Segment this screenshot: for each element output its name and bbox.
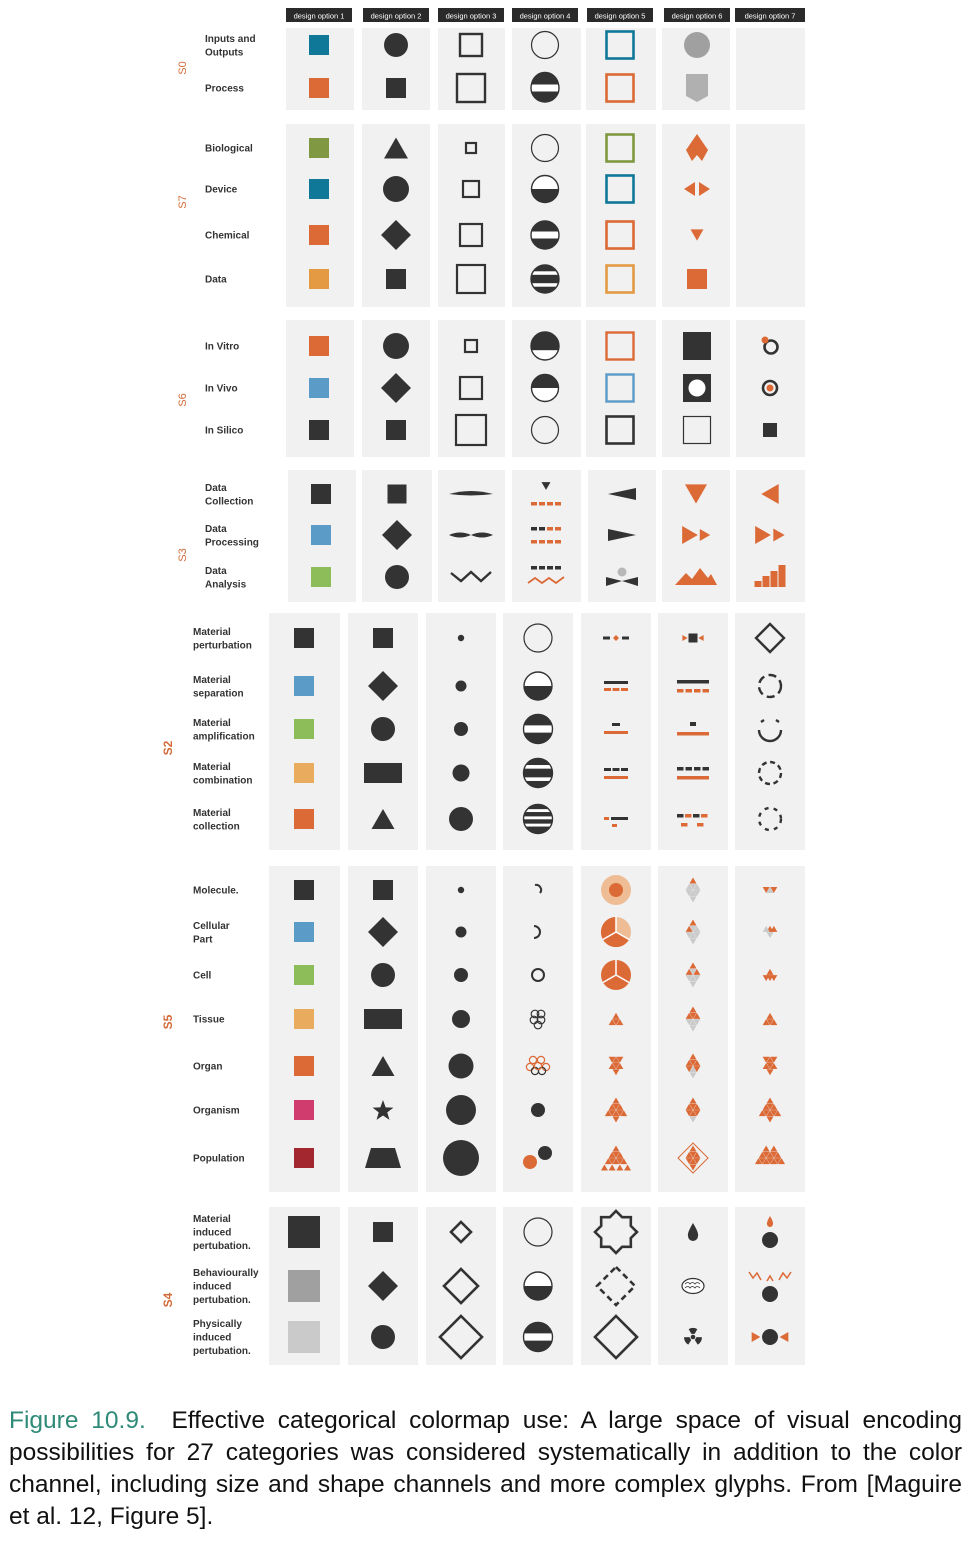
dash-tile bbox=[604, 731, 628, 734]
dash-tile bbox=[681, 823, 688, 827]
category-label-line: pertubation. bbox=[193, 1346, 251, 1357]
category-label bbox=[193, 921, 230, 946]
category-label bbox=[193, 675, 244, 700]
dash-tile bbox=[613, 768, 620, 771]
dash-tile bbox=[547, 502, 553, 506]
dash-tile bbox=[531, 566, 537, 570]
dash-tile bbox=[686, 689, 693, 693]
dash-tile bbox=[703, 689, 710, 693]
dash-tile bbox=[612, 723, 620, 726]
square-glyph bbox=[373, 1222, 393, 1242]
circle-glyph bbox=[383, 176, 409, 202]
dash-tile bbox=[677, 732, 709, 736]
dash-tile bbox=[531, 540, 537, 544]
dash-tile bbox=[555, 540, 561, 544]
category-label bbox=[205, 34, 256, 59]
category-label-line: Data bbox=[205, 523, 227, 535]
square-glyph bbox=[309, 269, 329, 289]
bar-tile bbox=[771, 571, 778, 587]
category-label bbox=[193, 1214, 251, 1252]
circle-glyph bbox=[371, 963, 395, 987]
dash-tile bbox=[603, 637, 610, 640]
circle-glyph bbox=[767, 385, 774, 392]
category-label bbox=[205, 275, 227, 286]
category-label-line: Cellular bbox=[193, 920, 230, 932]
square-glyph bbox=[294, 719, 314, 739]
category-label bbox=[193, 718, 255, 743]
banded-circle-glyph bbox=[531, 74, 559, 102]
category-label-line: amplification bbox=[193, 731, 255, 743]
category-label-line: Material bbox=[193, 717, 231, 729]
category-label-line: Material bbox=[193, 674, 231, 686]
dash-tile bbox=[677, 680, 709, 684]
category-label-line: In Silico bbox=[205, 425, 244, 437]
section-s5 bbox=[161, 866, 805, 1192]
category-label bbox=[193, 886, 239, 897]
circle-glyph bbox=[609, 883, 623, 897]
category-label-line: perturbation bbox=[193, 640, 252, 652]
category-label-line: Data bbox=[205, 274, 227, 286]
category-label-line: Material bbox=[193, 761, 231, 773]
square-glyph bbox=[294, 922, 314, 942]
design-option-6-label: design option 6 bbox=[671, 11, 723, 21]
category-label-line: pertubation. bbox=[193, 1241, 251, 1252]
design-panel bbox=[736, 28, 805, 110]
dash-tile bbox=[604, 768, 611, 771]
category-label bbox=[205, 342, 239, 353]
design-panel bbox=[438, 28, 505, 110]
category-label-line: Tissue bbox=[193, 1014, 225, 1026]
category-label-line: collection bbox=[193, 821, 240, 833]
category-label bbox=[193, 762, 252, 787]
category-label bbox=[205, 426, 243, 437]
rectangle-glyph bbox=[364, 763, 402, 783]
dash-tile bbox=[547, 566, 553, 570]
circle-glyph bbox=[454, 722, 468, 736]
circle-glyph bbox=[452, 1010, 470, 1028]
design-panel bbox=[426, 1207, 496, 1365]
dash-tile bbox=[531, 502, 537, 506]
square-glyph bbox=[309, 420, 329, 440]
square-glyph bbox=[309, 78, 329, 98]
section-label: S3 bbox=[177, 548, 189, 562]
square-glyph bbox=[309, 225, 329, 245]
section-s2 bbox=[161, 613, 805, 850]
dash-tile bbox=[677, 814, 684, 818]
category-label bbox=[193, 808, 240, 833]
design-panel bbox=[735, 866, 805, 1192]
trapezoid-glyph bbox=[365, 1148, 401, 1168]
circle-glyph bbox=[454, 968, 468, 982]
category-label-line: Device bbox=[205, 184, 238, 196]
dash-tile bbox=[697, 823, 704, 827]
circle-glyph bbox=[384, 33, 408, 57]
section-s4 bbox=[161, 1207, 805, 1365]
section-s0 bbox=[177, 28, 805, 110]
dash-tile bbox=[686, 767, 693, 771]
circle-glyph bbox=[689, 380, 706, 397]
square-glyph bbox=[687, 269, 707, 289]
category-label-line: Chemical bbox=[205, 230, 250, 242]
dash-tile bbox=[694, 767, 701, 771]
brain-glyph bbox=[682, 1279, 704, 1294]
dash-tile bbox=[547, 540, 553, 544]
circle-glyph bbox=[618, 568, 627, 577]
section-label: S6 bbox=[177, 393, 189, 407]
category-label bbox=[193, 1319, 251, 1357]
banded-circle-glyph bbox=[531, 332, 559, 360]
circle-glyph bbox=[453, 765, 470, 782]
category-label-line: Biological bbox=[205, 143, 253, 155]
category-label-line: separation bbox=[193, 688, 244, 700]
circle-glyph bbox=[449, 1054, 474, 1079]
design-option-7-label: design option 7 bbox=[744, 11, 796, 21]
square-glyph bbox=[294, 763, 314, 783]
category-label-line: Material bbox=[193, 626, 231, 638]
rectangle-glyph bbox=[364, 1009, 402, 1029]
circle-glyph bbox=[383, 333, 409, 359]
banded-circle-glyph bbox=[531, 265, 559, 293]
dash-tile bbox=[555, 502, 561, 506]
category-label bbox=[205, 185, 238, 196]
category-label-line: induced bbox=[193, 1332, 232, 1344]
square-glyph bbox=[288, 1216, 320, 1248]
dash-tile bbox=[539, 540, 545, 544]
circle-glyph bbox=[762, 1329, 778, 1345]
dash-tile bbox=[539, 502, 545, 506]
category-label bbox=[205, 483, 253, 508]
design-panel bbox=[581, 866, 651, 1192]
circle-glyph bbox=[449, 807, 473, 831]
category-label-line: Process bbox=[205, 83, 244, 95]
square-glyph bbox=[309, 336, 329, 356]
square-glyph bbox=[386, 420, 406, 440]
dash-tile bbox=[621, 688, 628, 691]
circle-glyph bbox=[538, 1146, 552, 1160]
design-option-4-label: design option 4 bbox=[519, 11, 571, 21]
circle-glyph bbox=[762, 337, 769, 344]
category-label bbox=[205, 524, 259, 549]
dash-tile bbox=[555, 527, 561, 531]
category-label-line: Organ bbox=[193, 1061, 223, 1073]
dash-tile bbox=[677, 767, 684, 771]
category-label-line: induced bbox=[193, 1281, 232, 1293]
circle-glyph bbox=[371, 1325, 395, 1349]
banded-circle-glyph bbox=[524, 715, 553, 744]
square-glyph bbox=[288, 1270, 320, 1302]
category-label-line: combination bbox=[193, 775, 253, 787]
square-glyph bbox=[311, 525, 331, 545]
square-glyph bbox=[294, 809, 314, 829]
design-panel bbox=[438, 470, 505, 602]
square-glyph bbox=[373, 628, 393, 648]
circle-glyph bbox=[762, 1232, 778, 1248]
square-glyph bbox=[309, 138, 329, 158]
circle-glyph bbox=[446, 1095, 476, 1125]
square-glyph bbox=[309, 179, 329, 199]
circle-glyph bbox=[456, 681, 467, 692]
circle-glyph bbox=[456, 927, 467, 938]
circle-glyph bbox=[523, 1155, 537, 1169]
caption-text: Effective categorical colormap use: A large space of visual encoding possibilities for 27 categories was considered systematically in addition to the color channel, including size and shape channels and more complex glyphs. From [Maguire et al. 12, Figure 5]. bbox=[9, 1407, 963, 1530]
design-option-1-label: design option 1 bbox=[293, 11, 345, 21]
category-label-line: In Vitro bbox=[205, 341, 240, 353]
bar-tile bbox=[779, 565, 786, 587]
category-label-line: Data bbox=[205, 482, 227, 494]
design-option-3-label: design option 3 bbox=[445, 11, 497, 21]
category-label bbox=[205, 84, 244, 95]
dash-tile bbox=[547, 527, 553, 531]
dash-tile bbox=[677, 776, 709, 780]
circle-glyph bbox=[371, 717, 395, 741]
square-glyph bbox=[288, 1321, 320, 1353]
dash-tile bbox=[621, 768, 628, 771]
category-label bbox=[205, 384, 238, 395]
dash-tile bbox=[685, 814, 692, 818]
circle-glyph bbox=[443, 1140, 479, 1176]
banded-circle-glyph bbox=[524, 1272, 552, 1300]
dash-tile bbox=[539, 566, 545, 570]
square-glyph bbox=[294, 1100, 314, 1120]
category-label-line: Material bbox=[193, 1214, 231, 1225]
category-label bbox=[205, 566, 247, 591]
dash-tile bbox=[604, 817, 609, 820]
category-label-line: pertubation. bbox=[193, 1295, 251, 1306]
square-glyph bbox=[689, 634, 698, 643]
section-label: S2 bbox=[161, 740, 175, 756]
design-panel bbox=[586, 28, 656, 110]
category-label bbox=[193, 1015, 225, 1026]
square-glyph bbox=[294, 676, 314, 696]
design-panel bbox=[438, 124, 505, 307]
category-label-line: Population bbox=[193, 1153, 245, 1165]
square-glyph bbox=[294, 1148, 314, 1168]
square-glyph bbox=[294, 628, 314, 648]
square-glyph bbox=[309, 35, 329, 55]
figure-caption bbox=[9, 1405, 962, 1533]
category-label-line: Collection bbox=[205, 496, 254, 508]
square-glyph bbox=[311, 567, 331, 587]
design-panel bbox=[581, 1207, 651, 1365]
section-label: S7 bbox=[177, 195, 189, 209]
square-glyph bbox=[294, 880, 314, 900]
square-glyph bbox=[373, 880, 393, 900]
dash-tile bbox=[611, 817, 628, 820]
category-label-line: Material bbox=[193, 807, 231, 819]
category-label bbox=[193, 1268, 259, 1306]
square-glyph bbox=[388, 485, 407, 504]
category-label bbox=[193, 1062, 222, 1073]
category-label-line: induced bbox=[193, 1227, 232, 1239]
square-glyph bbox=[311, 484, 331, 504]
banded-circle-glyph bbox=[524, 672, 552, 700]
category-label bbox=[193, 1154, 245, 1165]
dash-tile bbox=[604, 681, 628, 684]
category-label-line: Cell bbox=[193, 970, 212, 982]
section-label: S5 bbox=[161, 1014, 175, 1030]
dash-tile bbox=[694, 689, 701, 693]
category-label-line: Outputs bbox=[205, 47, 244, 59]
banded-circle-glyph bbox=[531, 221, 559, 249]
square-glyph bbox=[386, 78, 406, 98]
category-label-line: In Vivo bbox=[205, 383, 238, 395]
square-glyph bbox=[309, 378, 329, 398]
category-label-line: Organism bbox=[193, 1105, 240, 1117]
circle-glyph bbox=[458, 635, 464, 641]
design-option-2-label: design option 2 bbox=[370, 11, 422, 21]
dash-tile bbox=[613, 688, 620, 691]
circle-glyph bbox=[684, 32, 710, 58]
dash-tile bbox=[690, 722, 696, 726]
dash-tile bbox=[622, 637, 629, 640]
design-panel bbox=[735, 613, 805, 850]
design-panel bbox=[586, 124, 656, 307]
category-label bbox=[193, 971, 212, 982]
circle-glyph bbox=[531, 1103, 545, 1117]
category-label bbox=[205, 231, 250, 242]
design-panel bbox=[512, 470, 581, 602]
figure-label: Figure 10.9. bbox=[9, 1407, 146, 1434]
dash-tile bbox=[604, 688, 611, 691]
category-label-line: Physically bbox=[193, 1319, 242, 1330]
category-label-line: Inputs and bbox=[205, 33, 256, 45]
category-label-line: Behaviourally bbox=[193, 1268, 259, 1279]
design-panel bbox=[736, 124, 805, 307]
design-option-5-label: design option 5 bbox=[594, 11, 646, 21]
dash-tile bbox=[693, 814, 700, 818]
category-label-line: Part bbox=[193, 934, 213, 946]
dash-tile bbox=[531, 527, 537, 531]
category-label-line: Molecule. bbox=[193, 885, 239, 897]
circle-glyph bbox=[691, 1335, 696, 1340]
square-glyph bbox=[763, 423, 777, 437]
design-panel bbox=[586, 320, 656, 457]
circle-glyph bbox=[385, 565, 409, 589]
category-label-line: Analysis bbox=[205, 579, 247, 591]
circle-glyph bbox=[458, 887, 464, 893]
category-label-line: Data bbox=[205, 565, 227, 577]
dash-tile bbox=[703, 767, 710, 771]
dash-tile bbox=[701, 814, 708, 818]
category-label bbox=[205, 144, 253, 155]
square-glyph bbox=[294, 965, 314, 985]
section-label: S4 bbox=[161, 1292, 175, 1308]
square-glyph bbox=[294, 1009, 314, 1029]
banded-circle-glyph bbox=[524, 759, 553, 788]
section-s7 bbox=[177, 124, 805, 307]
dash-tile bbox=[604, 776, 628, 779]
square-glyph bbox=[683, 332, 711, 360]
banded-circle-glyph bbox=[524, 805, 553, 834]
category-label-line: Processing bbox=[205, 537, 259, 549]
square-glyph bbox=[294, 1056, 314, 1076]
dash-tile bbox=[555, 566, 561, 570]
bar-tile bbox=[763, 576, 770, 587]
circle-glyph bbox=[762, 1286, 778, 1302]
section-label: S0 bbox=[177, 61, 189, 75]
banded-circle-glyph bbox=[532, 176, 559, 203]
category-label bbox=[193, 1106, 240, 1117]
dash-tile bbox=[677, 689, 684, 693]
dash-tile bbox=[612, 824, 617, 827]
square-glyph bbox=[386, 269, 406, 289]
category-label bbox=[193, 627, 252, 652]
banded-circle-glyph bbox=[532, 375, 559, 402]
banded-circle-glyph bbox=[524, 1323, 553, 1352]
bar-tile bbox=[755, 581, 762, 587]
design-option-header bbox=[286, 8, 805, 22]
dash-tile bbox=[539, 527, 545, 531]
